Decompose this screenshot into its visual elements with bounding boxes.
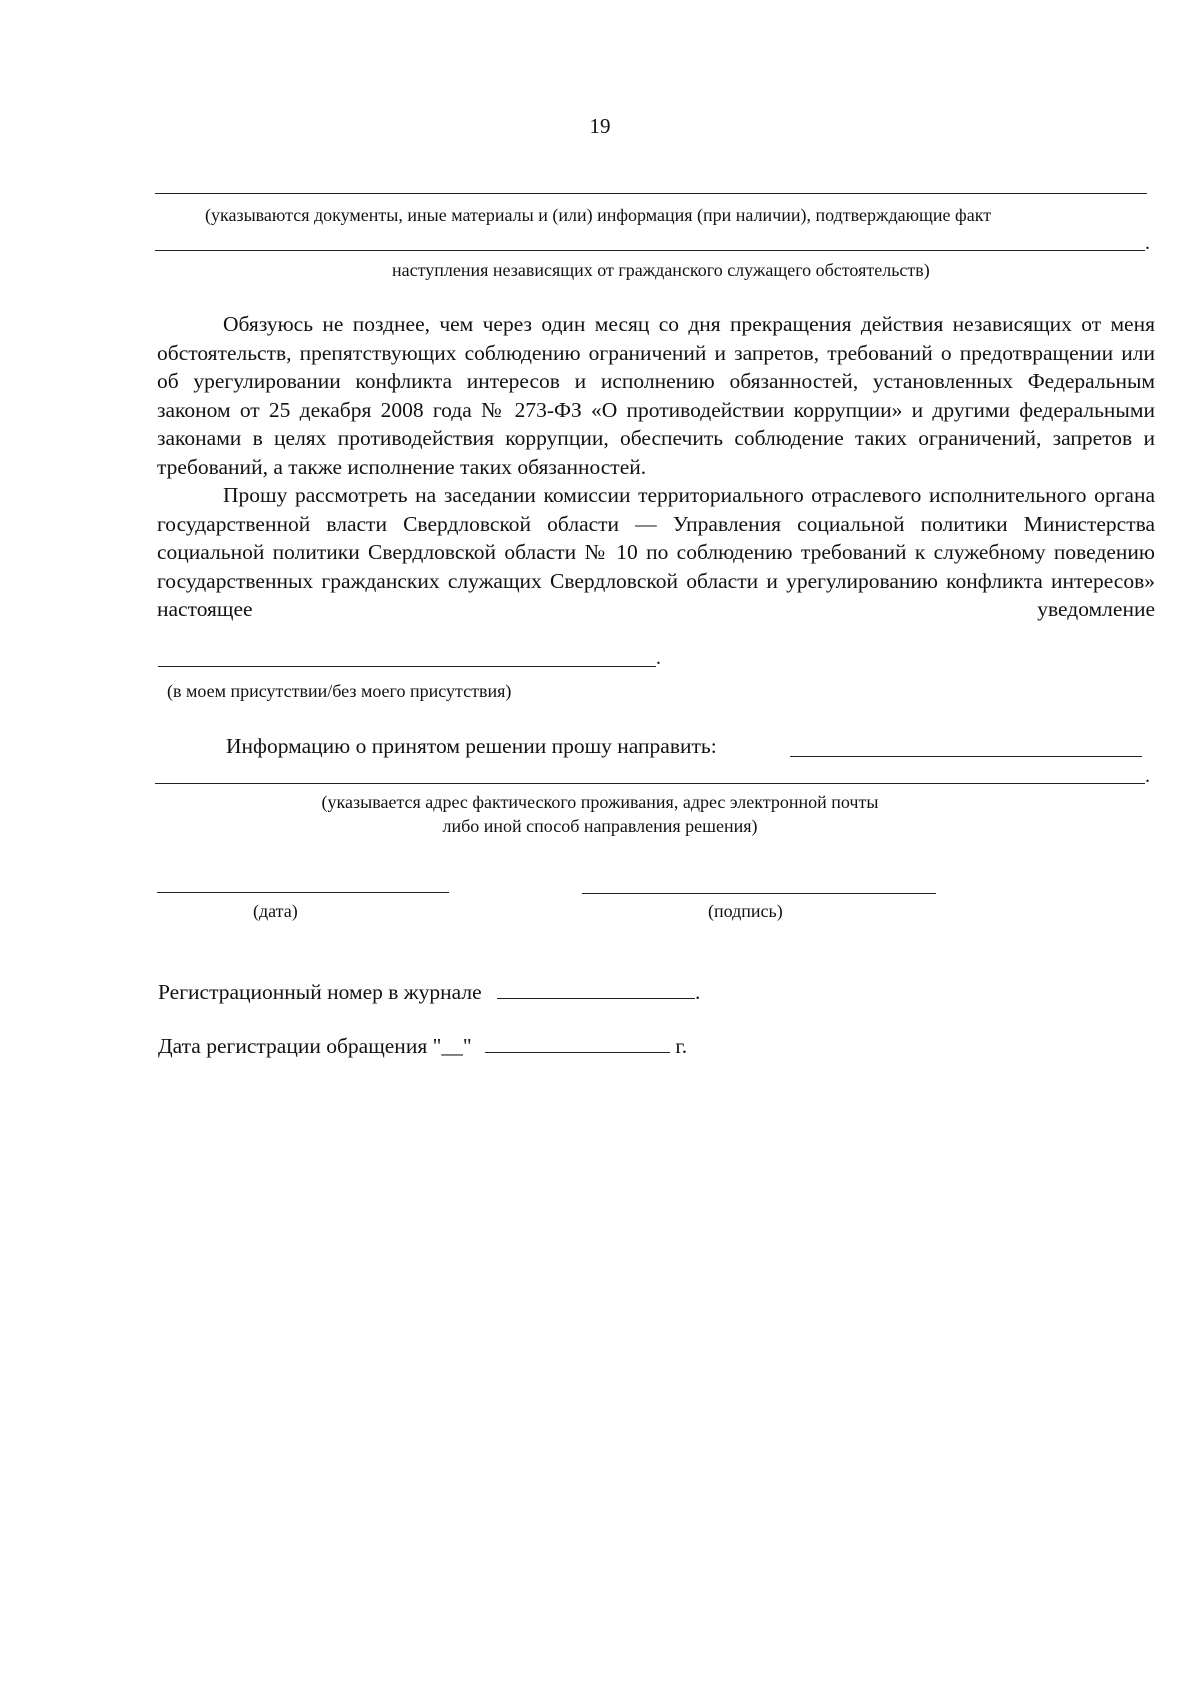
request-paragraph: Прошу рассмотреть на заседании комиссии территориального отраслевого исполнительного органа государственной власти Свердловской области — Управления социальной политики Министерства социальной политики Свердловской области № 10 по соблюдению требований к служебному поведению государственных гражданских служащих Свердловской области и урегулированию конфликта интересов» настоящее уведомление (157, 483, 1155, 621)
registration-date-field[interactable] (485, 1030, 670, 1053)
info-request-line[interactable] (790, 756, 1142, 757)
address-line-period: . (1145, 765, 1150, 787)
obligation-paragraph: Обязуюсь не позднее, чем через один месяц со дня прекращения действия независящих от меня обстоятельств, препятствующих соблюдению ограничений и запретов, требований о предотвращении или об урегулировании конфликта интересов и исполнению обязанностей, установленных Федеральным законом от 25 декабря 2008 года № 273-ФЗ «О противодействии коррупции» и другими федеральными законами в целях противодействия коррупции, обеспечить соблюдение таких ограничений, запретов и требований, а также исполнение таких обязанностей. (157, 312, 1155, 479)
registration-date-row (158, 1030, 687, 1061)
presence-line-period: . (656, 647, 661, 669)
documents-line-1[interactable] (155, 193, 1147, 194)
address-line[interactable] (155, 783, 1145, 784)
registration-number-label: Регистрационный номер в журнале (158, 980, 482, 1004)
main-text (157, 310, 1155, 624)
registration-date-label: Дата регистрации обращения "__" (158, 1034, 472, 1058)
signature-line[interactable] (582, 893, 936, 894)
documents-line-2[interactable] (155, 250, 1145, 251)
date-caption: (дата) (253, 901, 298, 921)
page-number: 19 (589, 114, 611, 138)
documents-caption-line-2: наступления независящих от гражданского служащего обстоятельств) (392, 260, 930, 280)
documents-line-2-period: . (1145, 232, 1150, 254)
address-caption-line-1: (указывается адрес фактического проживания, адрес электронной почты (321, 792, 879, 812)
address-caption-line-2: либо иной способ направления решения) (442, 816, 758, 836)
presence-choice-line[interactable] (158, 666, 656, 667)
info-request-label: Информацию о принятом решении прошу направить: (226, 734, 717, 758)
date-line[interactable] (157, 892, 449, 893)
documents-caption-line-1: (указываются документы, иные материалы и (или) информация (при наличии), подтверждающие факт (205, 205, 992, 225)
registration-number-row (158, 976, 700, 1007)
registration-number-field[interactable] (497, 976, 695, 999)
signature-caption: (подпись) (708, 901, 783, 921)
registration-year-suffix: г. (675, 1034, 688, 1058)
presence-caption: (в моем присутствии/без моего присутствия) (167, 681, 512, 701)
registration-number-period: . (695, 980, 701, 1004)
